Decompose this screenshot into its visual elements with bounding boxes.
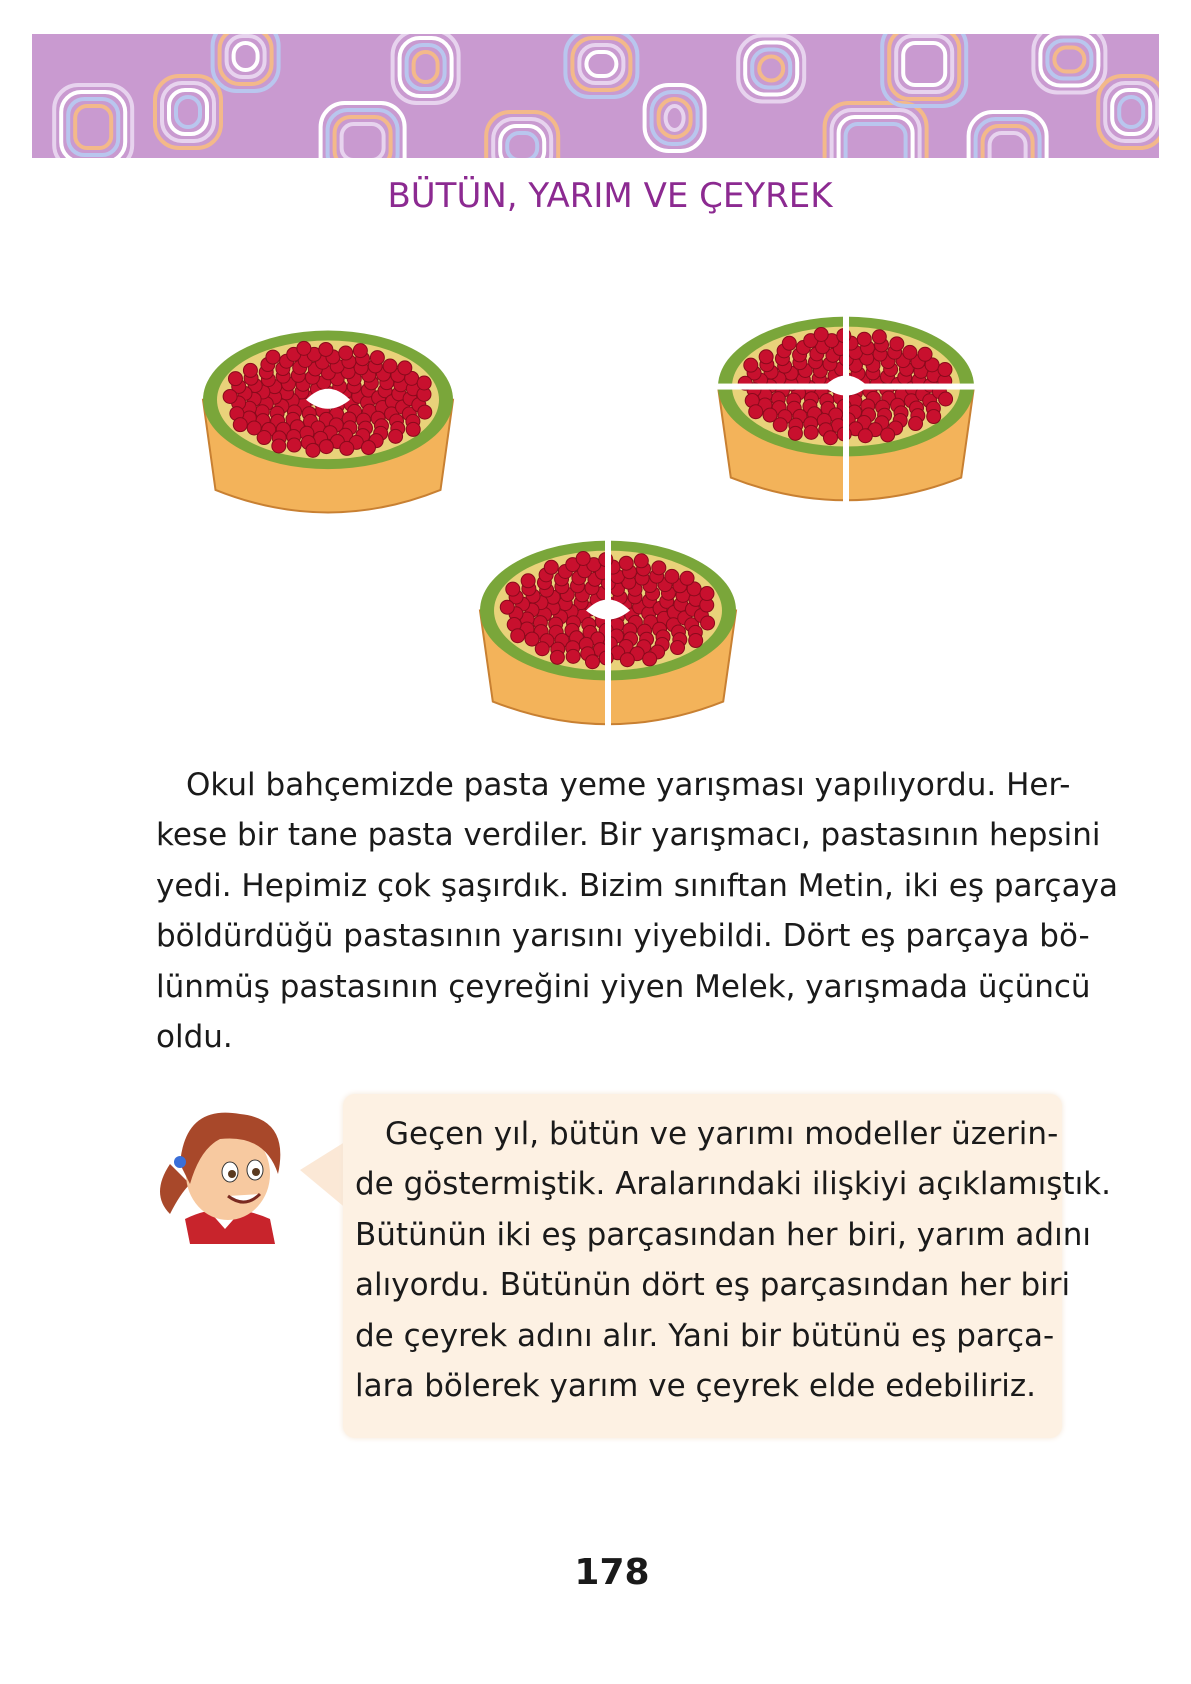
halved-cake-image [472, 530, 744, 742]
page-title: BÜTÜN, YARIM VE ÇEYREK [387, 176, 833, 216]
speech-line: lara bölerek yarım ve çeyrek elde edebiliriz. [355, 1367, 1037, 1404]
speech-bubble-tail [300, 1140, 348, 1210]
speech-bubble [343, 1094, 1111, 1438]
decorative-banner [32, 34, 1159, 158]
whole-cake-image [195, 320, 461, 530]
story-line: yedi. Hepimiz çok şaşırdık. Bizim sınıftan Metin, iki eş parçaya [156, 867, 1118, 904]
girl-character-image [150, 1094, 300, 1246]
banner-pattern [32, 34, 1159, 158]
story-line: böldürdüğü pastasının yarısını yiyebildi. Dört eş parçaya bö- [156, 918, 1090, 955]
speech-line: de göstermiştik. Aralarındaki ilişkiyi açıklamıştık. [355, 1166, 1111, 1203]
page-number: 178 [574, 1552, 650, 1593]
story-paragraph [156, 760, 1118, 1062]
cut-line-horizontal [710, 384, 982, 390]
speech-line: de çeyrek adını alır. Yani bir bütünü eş parça- [355, 1317, 1055, 1354]
speech-line: Geçen yıl, bütün ve yarımı modeller üzerin- [385, 1116, 1059, 1152]
cut-line-vertical [605, 530, 611, 742]
story-line: lünmüş pastasının çeyreğini yiyen Melek, yarışmada üçüncü [156, 968, 1091, 1005]
speech-line: Bütünün iki eş parçasından her biri, yarım adını [355, 1216, 1091, 1253]
speech-text [355, 1109, 1111, 1411]
cut-line-vertical [843, 306, 849, 518]
speech-line: alıyordu. Bütünün dört eş parçasından her biri [355, 1267, 1071, 1304]
story-line: oldu. [156, 1018, 233, 1055]
quartered-cake-image [710, 306, 982, 518]
story-line: kese bir tane pasta verdiler. Bir yarışmacı, pastasının hepsini [156, 817, 1101, 854]
story-line: Okul bahçemizde pasta yeme yarışması yapılıyordu. Her- [186, 767, 1071, 803]
